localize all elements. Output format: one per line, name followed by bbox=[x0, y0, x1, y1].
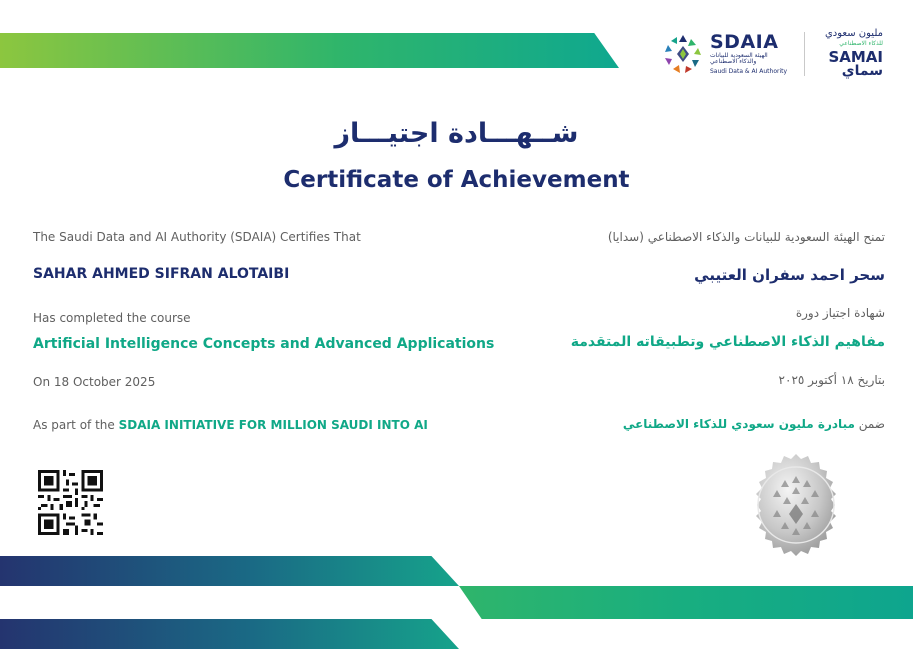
logo-divider bbox=[804, 32, 805, 76]
sdaia-arabic-line1: الهيئة السعودية للبيانات bbox=[710, 52, 768, 59]
part-of-text-en: As part of the bbox=[33, 418, 115, 432]
initiative-name-ar: مبادرة مليون سعودي للذكاء الاصطناعي bbox=[622, 417, 855, 431]
course-name-en: Artificial Intelligence Concepts and Advanced Applications bbox=[33, 336, 495, 352]
title-arabic: شــهـــادة اجتيـــاز bbox=[334, 118, 579, 149]
course-name-ar: مفاهيم الذكاء الاصطناعي وتطبيقاته المتقدمة bbox=[570, 334, 885, 350]
title-english: Certificate of Achievement bbox=[283, 167, 630, 193]
top-gradient-band bbox=[0, 33, 619, 68]
completed-text-ar: شهادة اجتياز دورة bbox=[795, 306, 885, 320]
samai-arabic-sub: للذكاء الاصطناعي bbox=[839, 40, 883, 47]
qr-code-icon[interactable] bbox=[38, 470, 103, 535]
samai-wordmark: SAMAI bbox=[828, 48, 883, 66]
sdaia-english-name: Saudi Data & AI Authority bbox=[710, 68, 788, 75]
sdaia-logo-icon bbox=[662, 33, 704, 75]
completed-text-en: Has completed the course bbox=[33, 311, 191, 325]
bottom-band-3 bbox=[0, 619, 459, 649]
initiative-line-ar bbox=[623, 417, 885, 431]
initiative-line-en bbox=[33, 418, 428, 432]
silver-seal-icon bbox=[743, 452, 849, 558]
initiative-name-en: SDAIA INITIATIVE FOR MILLION SAUDI INTO AI bbox=[118, 418, 428, 432]
recipient-name-ar: سحر احمد سفران العتيبي bbox=[694, 266, 885, 284]
certifies-text-en: The Saudi Data and AI Authority (SDAIA) Certifies That bbox=[33, 230, 361, 244]
part-of-text-ar: ضمن bbox=[858, 417, 885, 431]
date-text-ar: بتاريخ ١٨ أكتوبر ٢٠٢٥ bbox=[778, 373, 885, 387]
samai-arabic-top: مليون سعودي bbox=[824, 28, 883, 39]
samai-arabic-logo: سماي bbox=[841, 63, 883, 79]
bottom-band-1 bbox=[0, 556, 459, 586]
certifies-text-ar: تمنح الهيئة السعودية للبيانات والذكاء الاصطناعي (سدايا) bbox=[607, 230, 885, 244]
sdaia-wordmark: SDAIA bbox=[710, 31, 779, 53]
sdaia-arabic-name bbox=[710, 53, 768, 65]
bottom-band-2 bbox=[459, 586, 913, 619]
recipient-name-en: SAHAR AHMED SIFRAN ALOTAIBI bbox=[33, 266, 290, 282]
sdaia-arabic-line2: والذكاء الاصطناعي bbox=[710, 58, 757, 65]
date-text-en: On 18 October 2025 bbox=[33, 375, 156, 389]
